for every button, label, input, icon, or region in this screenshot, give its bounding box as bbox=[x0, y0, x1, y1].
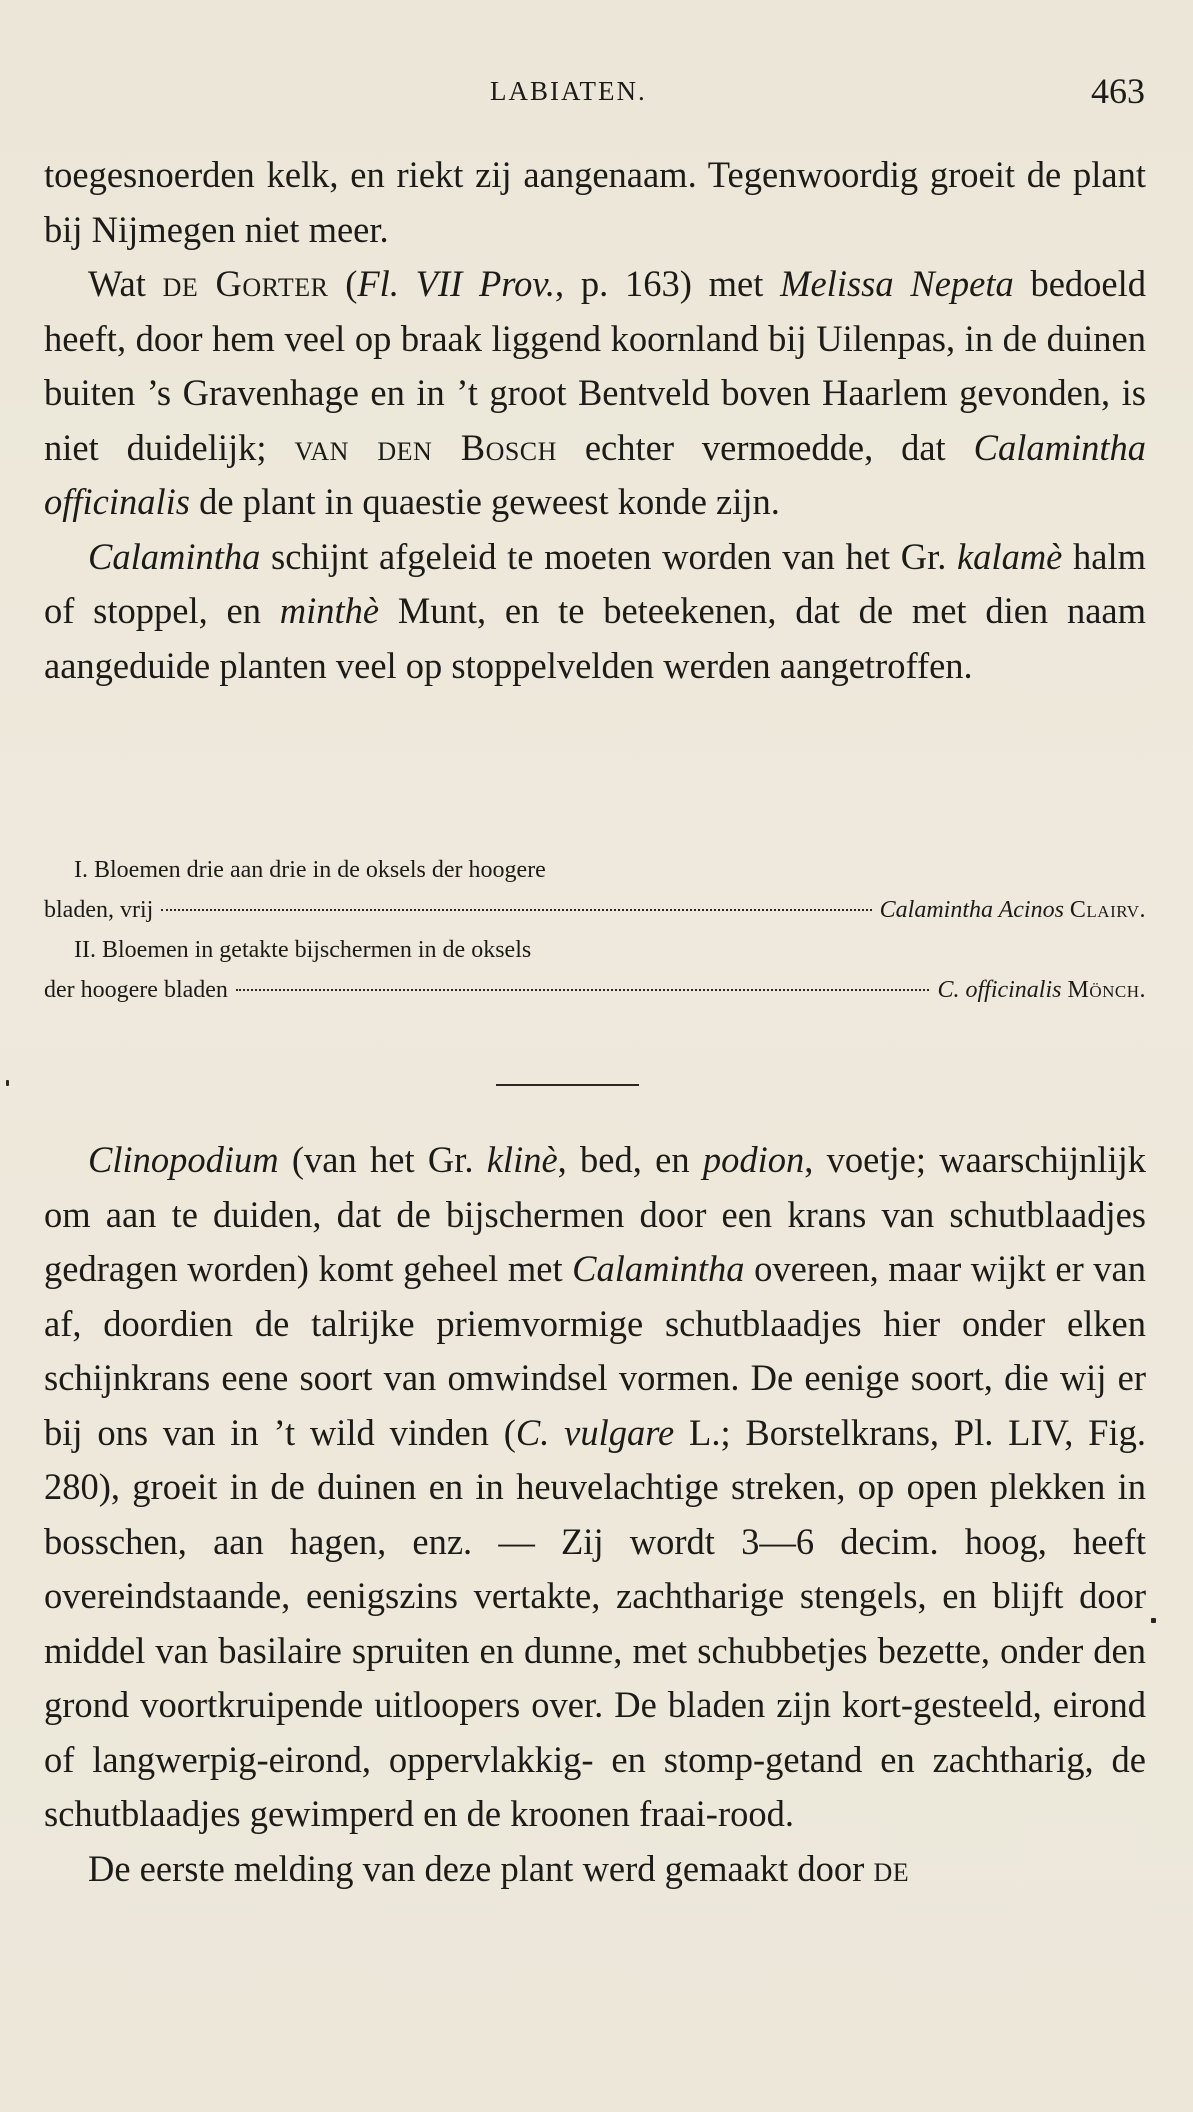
text-run: (van het Gr. bbox=[278, 1139, 487, 1180]
key-item-2-line-1 bbox=[44, 930, 1146, 970]
key-text: der hoogere bladen bbox=[44, 977, 228, 1003]
text-run: echter vermoedde, dat bbox=[556, 426, 974, 468]
key-text: II. Bloemen in getakte bijschermen in de oksels bbox=[74, 937, 532, 963]
genus-name: Calamintha bbox=[572, 1248, 745, 1289]
greek-word: kalamè bbox=[956, 535, 1063, 577]
greek-word: klinè bbox=[486, 1139, 558, 1180]
author-name: de Gorter bbox=[162, 263, 329, 304]
key-result bbox=[880, 890, 1146, 930]
text-run: ( bbox=[328, 263, 358, 304]
text-run: overeen, maar wijkt er van af, doordien de talrijke priemvormige schutblaadjes hier onder elken schijnkrans eene soort van omwindsel vormen. De eenige soort, die wij er bij ons van in ’t wild vinden ( bbox=[44, 1248, 1146, 1453]
text-run: L.; Borstelkrans, Pl. LIV, Fig. 280), groeit in de duinen en in heuvelachtige streken, op open plekken in bosschen, aan hagen, enz. — Zij wordt 3—6 decim. hoog, heeft overeindstaande, eenigszins vertakte, zachtharige stengels, en blijft door middel van basilaire spruiten en dunne, met schubbetjes bezette, onder den grond voortkruipende uitloopers over. De bladen zijn kort-gesteeld, eirond of langwerpig-eirond, oppervlakkig- en stomp-getand en zachtharig, de schutblaadjes gewimperd en de kroonen fraai-rood. bbox=[44, 1411, 1146, 1834]
author-abbreviation: Clairv. bbox=[1069, 897, 1146, 923]
ink-speck bbox=[1151, 1618, 1156, 1623]
paragraph-text: toegesnoerden kelk, en riekt zij aangenaam. Tegenwoordig groeit de plant bij Nijmegen niet meer. bbox=[44, 154, 1146, 250]
page-header bbox=[0, 70, 1193, 120]
text-run: , bed, en bbox=[557, 1139, 703, 1180]
key-item-2-line-2 bbox=[44, 970, 1146, 1010]
species-name: C. vulgare bbox=[515, 1411, 675, 1453]
text-run: Munt, en te beteekenen, dat de met dien naam aangeduide planten veel op stoppelvelden werden aangetroffen. bbox=[44, 590, 1147, 686]
dot-leader bbox=[161, 909, 871, 911]
dot-leader bbox=[236, 989, 930, 991]
text-run: schijnt afgeleid te moeten worden van het Gr. bbox=[260, 535, 957, 577]
species-key bbox=[44, 850, 1146, 1010]
text-run: Wat bbox=[88, 263, 163, 304]
paragraph-first-mention bbox=[44, 1842, 1146, 1897]
key-item-1-line-2 bbox=[44, 890, 1146, 930]
key-result bbox=[937, 970, 1146, 1010]
author-abbreviation: Mönch. bbox=[1067, 977, 1146, 1003]
page-number: 463 bbox=[1091, 71, 1145, 111]
text-run: , voetje; waarschijnlijk om aan te duiden, dat de bijschermen door een krans van schutblaadjes gedragen worden) komt geheel met bbox=[44, 1139, 1146, 1289]
text-run: bedoeld heeft, door hem veel op braak liggend koornland bij Uilenpas, in de duinen buiten ’s Gravenhage en in ’t groot Bentveld boven Haarlem gevonden, is niet duidelijk; bbox=[44, 263, 1147, 468]
author-name: van den Bosch bbox=[294, 426, 557, 468]
author-name: de bbox=[873, 1847, 910, 1889]
species-name: Melissa Nepeta bbox=[780, 263, 1014, 304]
species-name: C. officinalis bbox=[937, 977, 1062, 1003]
greek-word: minthè bbox=[279, 590, 380, 631]
paragraph-de-gorter bbox=[44, 257, 1146, 530]
running-title: LABIATEN. bbox=[490, 76, 647, 106]
ink-speck bbox=[6, 1080, 9, 1086]
species-name: Calamintha Acinos bbox=[879, 897, 1064, 923]
key-text: bladen, vrij bbox=[44, 897, 154, 923]
greek-word: podion bbox=[702, 1139, 805, 1180]
key-item-1-line-1 bbox=[44, 850, 1146, 890]
key-text: I. Bloemen drie aan drie in de oksels der hoogere bbox=[74, 857, 546, 883]
body-text-lower bbox=[44, 1133, 1146, 1896]
text-run: , p. 163) met bbox=[555, 263, 781, 304]
paragraph-clinopodium bbox=[44, 1133, 1146, 1842]
genus-name: Calamintha bbox=[88, 535, 261, 577]
paragraph-calamintha-etymology bbox=[44, 530, 1146, 694]
paragraph-continuation bbox=[44, 148, 1146, 257]
section-divider bbox=[496, 1084, 639, 1086]
text-run: halm of stoppel, en bbox=[44, 535, 1146, 631]
reference-title: Fl. VII Prov. bbox=[357, 263, 556, 304]
genus-name: Clinopodium bbox=[88, 1139, 279, 1180]
text-run: De eerste melding van deze plant werd gemaakt door bbox=[88, 1847, 874, 1889]
text-run: de plant in quaestie geweest konde zijn. bbox=[190, 481, 780, 522]
body-text-upper bbox=[44, 148, 1146, 693]
species-name: Calamintha officinalis bbox=[44, 426, 1147, 522]
